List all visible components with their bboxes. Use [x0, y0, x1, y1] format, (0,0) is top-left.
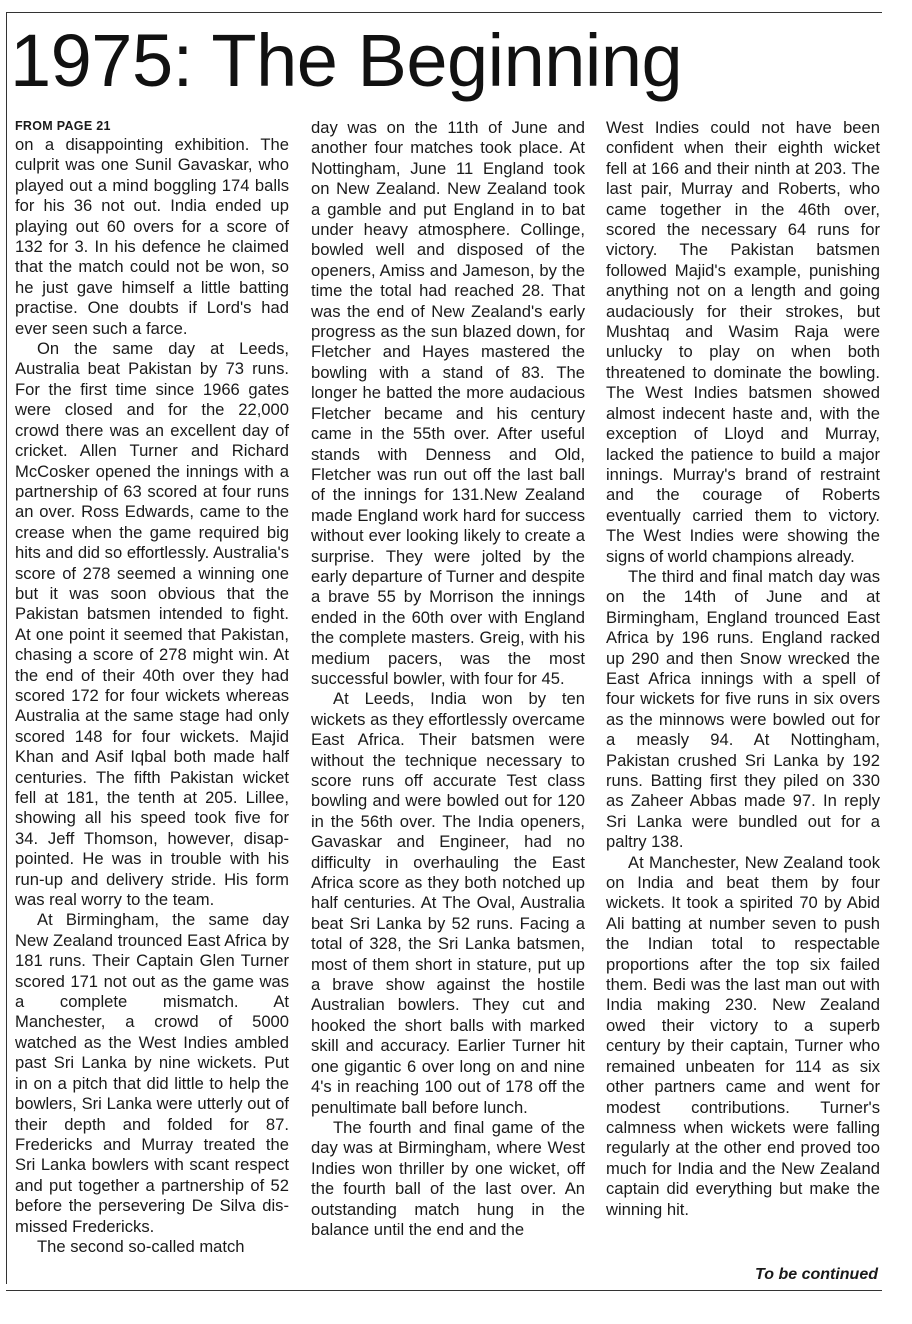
paragraph: At Leeds, India won by ten wickets as they effortlessly overcame East Africa. Their batsmen were without the technique necessary to score runs off accurate Test class bowling and were bowled out for 120 in the 56th over. The India openers, Gavaskar and Engineer, had no difficulty in overhauling the East Africa score as they both notched up half centuries. At The Oval, Australia beat Sri Lanka by 52 runs. Facing a total of 328, the Sri Lanka batsmen, most of them short in stature, put up a brave show against the hostile Australian bowlers. They cut and hooked the short balls with marked skill and accuracy. Earlier Turner hit one gigantic 6 over long on and nine 4's in reaching 100 out of 178 off the penultimate ball before lunch.: [311, 689, 585, 1117]
paragraph: The second so-called match: [37, 1236, 245, 1256]
article-column-2: [311, 118, 585, 1240]
paragraph: At Birmingham, the same day New Zealand trounced East Africa by 181 runs. Their Captain Glen Turner scored 171 not out as the game was a complete mismatch. At Manchester, a crowd of 5000 watched as the West Indies ambled past Sri Lanka by nine wickets. Put in on a pitch that did little to help the bowlers, Sri Lanka were utterly out of their depth and folded for 87. Fredericks and Murray treated the Sri Lanka bowlers with scant respect and put together a partnership of 52 before the persevering De Silva dismissed Fredericks.: [15, 910, 289, 1236]
article-column-3: [606, 118, 880, 1220]
article-column-1: [15, 118, 289, 1257]
headline: 1975: The Beginning: [10, 19, 683, 102]
bottom-rule: [6, 1290, 882, 1291]
paragraph: At Manchester, New Zealand took on India and beat them by four wickets. It took a spirited 70 by Abid Ali batting at number seven to push the Indian total to respectable proportions after the top six failed them. Bedi was the last man out with India making 230. New Zealand owed their victory to a superb century by their captain, Turner who remained unbeaten for 114 as six other partners came and went for modest contributions. Turner's calmness when wickets were falling regularly at the other end proved too much for India and the New Zealand captain did everything but make the winning hit.: [606, 852, 880, 1219]
paragraph: on a disappointing exhibition. The culprit was one Sunil Gavaskar, who played out a mind boggling 174 balls for his 36 not out. India ended up playing out 60 overs for a score of 132 for 3. In his defence he claimed that the match could not be won, so he just gave himself a little batting practise. One doubts if Lord's had ever seen such a farce.: [15, 135, 289, 338]
to-be-continued: To be continued: [755, 1266, 878, 1283]
paragraph: day was on the 11th of June and another four matches took place. At Nottingham, June 11 England took on New Zealand. New Zealand took a gamble and put England in to bat under heavy atmosphere. Collinge, bowled well and disposed of the openers, Amiss and Jameson, by the time the total had reached 28. That was the end of New Zealand's early progress as the sun blazed down, for Fletcher and Hayes mastered the bowling with a stand of 83. The longer he batted the more audacious Fletcher became and his century came in the 55th over. After useful stands with Denness and Old, Fletcher was run out off the last ball of the innings for 131.New Zealand made England work hard for success without ever looking likely to create a surprise. They were jolted by the early departure of Turner and despite a brave 55 by Morrison the innings ended in the 60th over with England the complete masters. Greig, with his medium pacers, was the most successful bowler, with four for 45.: [311, 118, 585, 688]
from-page-label: FROM PAGE 21: [15, 119, 111, 133]
paragraph: The fourth and final game of the day was at Birmingham, where West Indies won thriller by one wicket, off the fourth ball of the last over. An outstanding match hung in the balance until the end and the: [311, 1117, 585, 1239]
left-rule: [6, 12, 7, 1284]
paragraph: The third and final match day was on the 14th of June and at Birmingham, England trounced East Africa by 196 runs. England racked up 290 and then Snow wrecked the East Africa innings with a spell of four wickets for five runs in six overs as the minnows were bowled out for a measly 94. At Nottingham, Pakistan crushed Sri Lanka by 192 runs. Batting first they piled on 330 as Zaheer Abbas made 97. In reply Sri Lanka were bundled out for a paltry 138.: [606, 566, 880, 852]
paragraph: West Indies could not have been confident when their eighth wicket fell at 166 and their ninth at 203. The last pair, Murray and Roberts, who came together in the 46th over, scored the necessary 64 runs for victory. The Pakistan batsmen followed Majid's example, punishing anything not on a length and going audaciously for their strokes, but Mushtaq and Wasim Raja were unlucky to play on when both threatened to dominate the bowling. The West Indies batsmen showed almost indecent haste and, with the exception of Lloyd and Murray, lacked the patience to build a major innings. Murray's brand of restraint and the courage of Roberts eventually carried them to victory. The West Indies were showing the signs of world champions already.: [606, 118, 880, 566]
paragraph: On the same day at Leeds, Australia beat Pakistan by 73 runs. For the first time since 1966 gates were closed and for the 22,000 crowd there was an excellent day of cricket. Allen Turner and Richard McCosker opened the innings with a partnership of 63 scored at four runs an over. Ross Edwards, came to the crease when the game required big hits and did so effortlessly. Australia's score of 278 seemed a winning one but it was soon obvious that the Pakistan batsmen intended to fight. At one point it seemed that Pakistan, chasing a score of 278 might win. At the end of their 40th over they had scored 172 for four wickets whereas Australia at the same stage had only scored 148 for four wickets. Majid Khan and Asif Iqbal both made half centuries. The fifth Pakistan wicket fell at 181, the tenth at 205. Lillee, showing all his speed took five for 34. Jeff Thomson, however, disappointed. He was in trouble with his run-up and delivery stride. His form was real worry to the team.: [15, 339, 289, 910]
top-rule: [6, 12, 882, 13]
